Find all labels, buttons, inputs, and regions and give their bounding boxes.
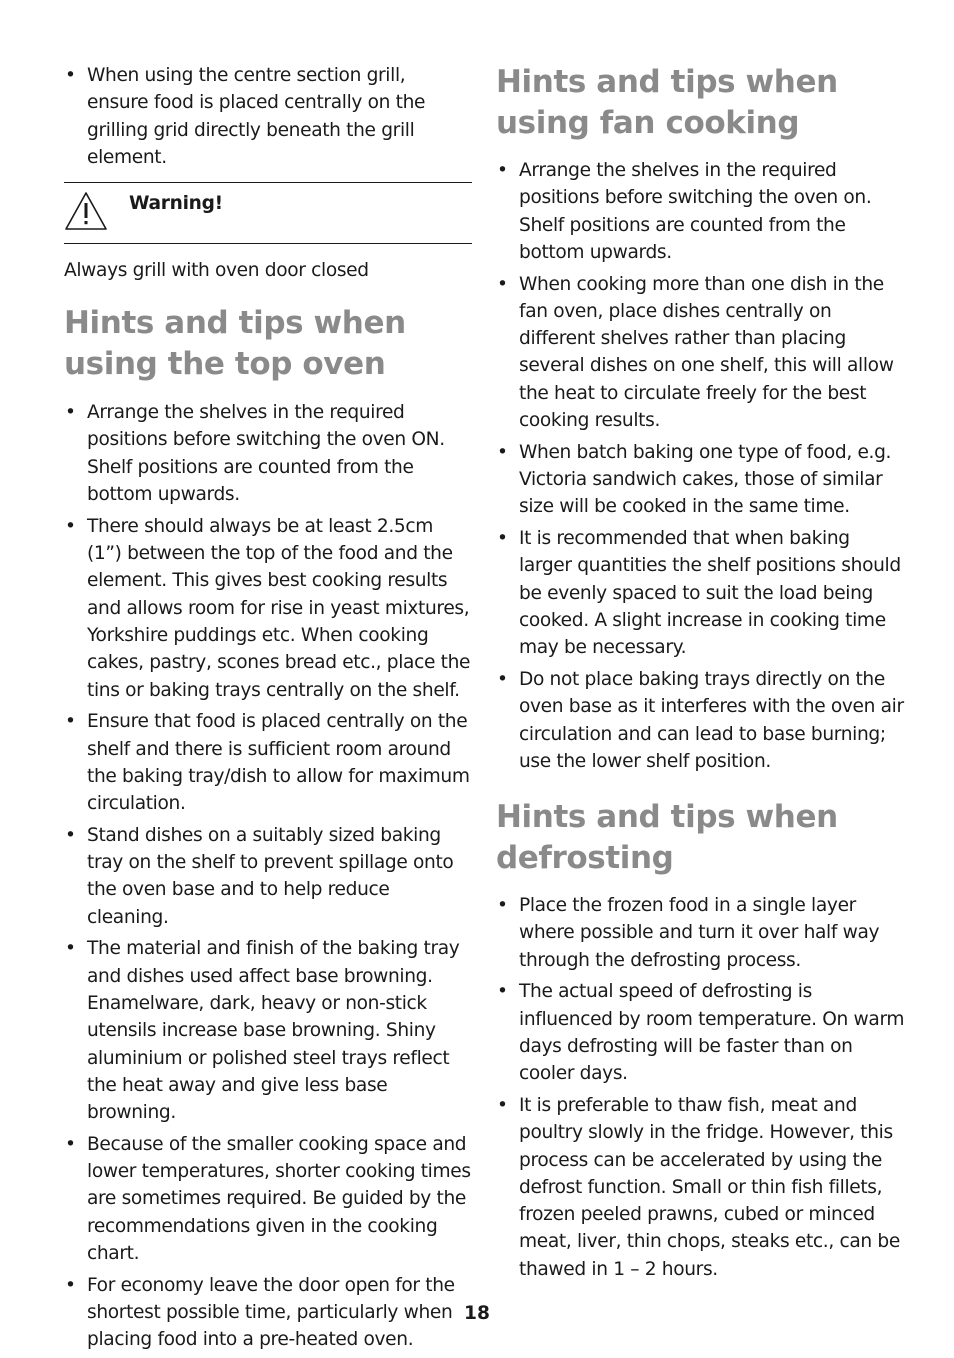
list-item: • Arrange the shelves in the required positions before switching the oven ON. Shelf positions are counted from the bottom upwards.: [64, 399, 472, 508]
warning-box: [64, 182, 472, 244]
list-item: • When batch baking one type of food, e.g. Victoria sandwich cakes, those of similar size will be cooked in the same time.: [496, 439, 906, 521]
right-column: [496, 62, 906, 1287]
heading-fan-cooking: Hints and tips when using fan cooking: [496, 64, 838, 141]
list-item: • For economy leave the door open for the shortest possible time, particularly when placing food into a pre-heated oven.: [64, 1272, 472, 1354]
list-item: • Because of the smaller cooking space and lower temperatures, shorter cooking times are sometimes required. Be guided by the recommendations given in the cooking chart.: [64, 1131, 472, 1267]
list-item: • Stand dishes on a suitably sized baking tray on the shelf to prevent spillage onto the oven base and to help reduce cleaning.: [64, 822, 472, 931]
fan-cooking-bullet-list: [496, 157, 906, 775]
top-oven-bullet-list: [64, 399, 472, 1353]
intro-bullet-list: [64, 62, 472, 171]
list-item: • Arrange the shelves in the required positions before switching the oven on. Shelf positions are counted from the bottom upwards.: [496, 157, 906, 266]
warning-text: Always grill with oven door closed: [64, 260, 369, 282]
list-item: • Place the frozen food in a single layer where possible and turn it over half way through the defrosting process.: [496, 892, 906, 974]
page-number: 18: [464, 1303, 490, 1324]
list-item: • There should always be at least 2.5cm (1”) between the top of the food and the element. This gives best cooking results and allows room for rise in yeast mixtures, Yorkshire puddings etc. When cooking cakes, pastry, scones bread etc., place the tins or baking trays centrally on the shelf.: [64, 513, 472, 704]
list-item: • The material and finish of the baking tray and dishes used affect base browning. Enamelware, dark, heavy or non-stick utensils increase base browning. Shiny aluminium or polished steel trays reflect the heat away and give less base browning.: [64, 935, 472, 1126]
defrosting-bullet-list: [496, 892, 906, 1283]
warning-title: Warning!: [129, 193, 223, 215]
list-item: • The actual speed of defrosting is influenced by room temperature. On warm days defrosting will be faster than on cooler days.: [496, 978, 906, 1087]
list-item: • It is preferable to thaw fish, meat and poultry slowly in the fridge. However, this process can be accelerated by using the defrost function. Small or thin fish fillets, frozen peeled prawns, cubed or minced meat, liver, thin chops, steaks etc., can be thawed in 1 – 2 hours.: [496, 1092, 906, 1283]
warning-triangle-icon: [64, 191, 108, 231]
list-item: • When using the centre section grill, ensure food is placed centrally on the grilling grid directly beneath the grill element.: [64, 62, 472, 171]
list-item: • When cooking more than one dish in the fan oven, place dishes centrally on different shelves rather than placing several dishes on one shelf, this will allow the heat to circulate freely for the best cooking results.: [496, 271, 906, 435]
list-item: • Do not place baking trays directly on the oven base as it interferes with the oven air circulation and can lead to base burning; use the lower shelf position.: [496, 666, 906, 775]
heading-defrosting: Hints and tips when defrosting: [496, 799, 838, 877]
list-item: • Ensure that food is placed centrally on the shelf and there is sufficient room around the baking tray/dish to allow for maximum circulation.: [64, 708, 472, 817]
left-column: [64, 62, 472, 1358]
heading-top-oven: Hints and tips when using the top oven: [64, 305, 406, 383]
list-item: • It is recommended that when baking larger quantities the shelf positions should be evenly spaced to suit the load being cooked. A slight increase in cooking time may be necessary.: [496, 525, 906, 661]
